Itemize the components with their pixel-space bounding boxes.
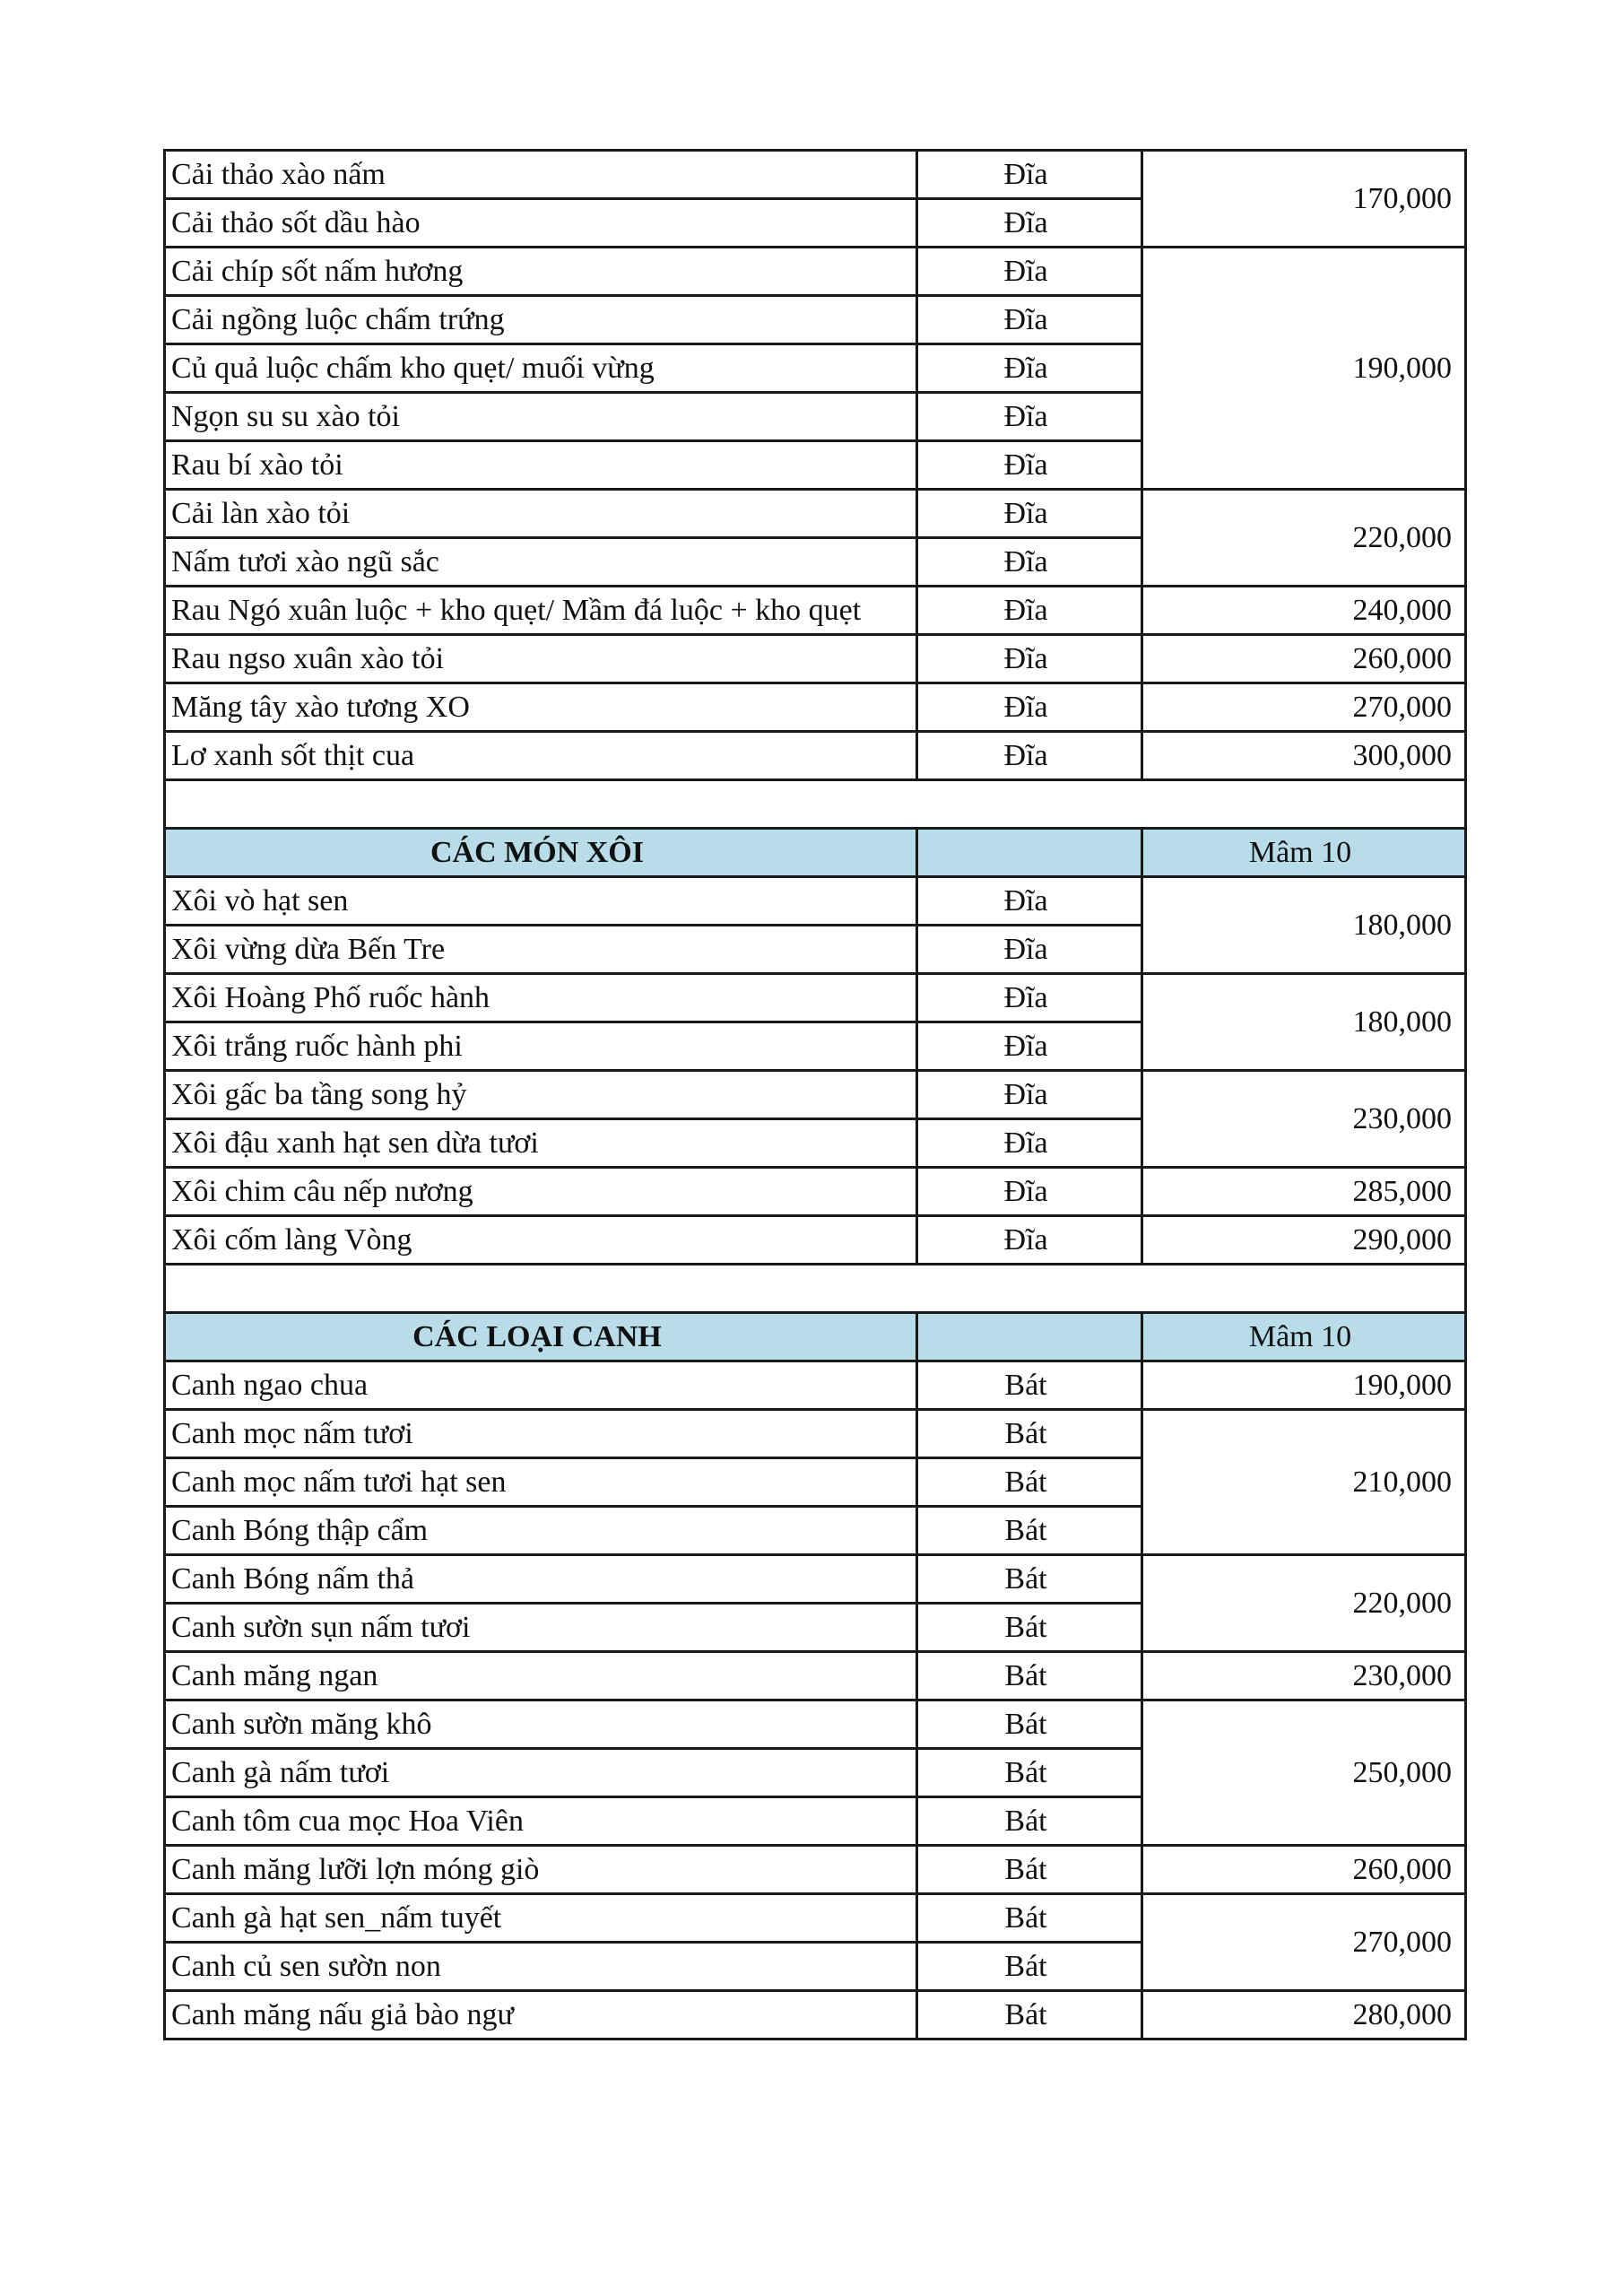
dish-price: 240,000 [1142,587,1466,635]
dish-unit: Đĩa [917,683,1142,732]
dish-name: Canh sườn măng khô [165,1700,917,1749]
dish-unit: Bát [917,1652,1142,1700]
dish-name: Canh mọc nấm tươi [165,1410,917,1458]
section-header-row [165,829,1466,877]
dish-price: 230,000 [1142,1071,1466,1168]
menu-item-row [165,1700,1466,1749]
dish-unit: Bát [917,1604,1142,1652]
dish-name: Cải thảo xào nấm [165,151,917,199]
dish-unit: Đĩa [917,296,1142,344]
menu-table-body [165,151,1466,2039]
dish-unit: Đĩa [917,1168,1142,1216]
menu-item-row [165,1216,1466,1265]
dish-name: Xôi đậu xanh hạt sen dừa tươi [165,1119,917,1168]
dish-name: Củ quả luộc chấm kho quẹt/ muối vừng [165,344,917,393]
dish-price: 260,000 [1142,635,1466,683]
menu-item-row [165,1410,1466,1458]
menu-price-table [163,149,1467,2040]
menu-item-row [165,732,1466,780]
dish-unit: Bát [917,1846,1142,1894]
dish-unit: Đĩa [917,393,1142,441]
dish-name: Xôi Hoàng Phố ruốc hành [165,974,917,1022]
dish-name: Măng tây xào tương XO [165,683,917,732]
dish-unit: Bát [917,1991,1142,2039]
section-header-row [165,1313,1466,1361]
menu-item-row [165,587,1466,635]
dish-unit: Đĩa [917,732,1142,780]
dish-unit: Bát [917,1507,1142,1555]
menu-item-row [165,1071,1466,1119]
menu-item-row [165,1846,1466,1894]
dish-unit: Đĩa [917,199,1142,248]
dish-name: Xôi vò hạt sen [165,877,917,926]
menu-item-row [165,1361,1466,1410]
dish-price: 180,000 [1142,877,1466,974]
dish-price: 220,000 [1142,490,1466,587]
dish-unit: Bát [917,1943,1142,1991]
dish-name: Canh măng nấu giả bào ngư [165,1991,917,2039]
dish-name: Canh ngao chua [165,1361,917,1410]
dish-name: Xôi trắng ruốc hành phi [165,1022,917,1071]
section-unit-header [917,1313,1142,1361]
dish-name: Xôi gấc ba tầng song hỷ [165,1071,917,1119]
dish-name: Canh Bóng nấm thả [165,1555,917,1604]
dish-price: 260,000 [1142,1846,1466,1894]
menu-item-row [165,683,1466,732]
dish-unit: Đĩa [917,877,1142,926]
dish-price: 230,000 [1142,1652,1466,1700]
dish-name: Ngọn su su xào tỏi [165,393,917,441]
dish-name: Rau ngso xuân xào tỏi [165,635,917,683]
dish-name: Rau Ngó xuân luộc + kho quẹt/ Mầm đá luộc + kho quẹt [165,587,917,635]
menu-item-row [165,877,1466,926]
dish-name: Canh tôm cua mọc Hoa Viên [165,1797,917,1846]
dish-name: Xôi chim câu nếp nương [165,1168,917,1216]
dish-name: Cải làn xào tỏi [165,490,917,538]
dish-name: Xôi vừng dừa Bến Tre [165,926,917,974]
menu-item-row [165,1555,1466,1604]
dish-price: 270,000 [1142,683,1466,732]
dish-price: 270,000 [1142,1894,1466,1991]
section-title: CÁC MÓN XÔI [165,829,917,877]
section-price-header: Mâm 10 [1142,1313,1466,1361]
dish-unit: Đĩa [917,974,1142,1022]
dish-price: 220,000 [1142,1555,1466,1652]
dish-unit: Đĩa [917,441,1142,490]
dish-name: Canh măng lưỡi lợn móng giò [165,1846,917,1894]
dish-price: 190,000 [1142,248,1466,490]
spacer-cell [165,780,1466,829]
dish-price: 280,000 [1142,1991,1466,2039]
dish-name: Nấm tươi xào ngũ sắc [165,538,917,587]
dish-name: Canh sườn sụn nấm tươi [165,1604,917,1652]
section-spacer-row [165,1265,1466,1313]
dish-price: 190,000 [1142,1361,1466,1410]
dish-name: Canh gà hạt sen_nấm tuyết [165,1894,917,1943]
menu-item-row [165,1991,1466,2039]
menu-item-row [165,1652,1466,1700]
dish-unit: Đĩa [917,1216,1142,1265]
dish-unit: Đĩa [917,635,1142,683]
dish-unit: Bát [917,1555,1142,1604]
dish-unit: Bát [917,1361,1142,1410]
dish-name: Canh củ sen sườn non [165,1943,917,1991]
dish-name: Canh gà nấm tươi [165,1749,917,1797]
menu-item-row [165,248,1466,296]
menu-item-row [165,1168,1466,1216]
dish-unit: Đĩa [917,926,1142,974]
dish-unit: Bát [917,1797,1142,1846]
dish-unit: Đĩa [917,151,1142,199]
dish-name: Cải thảo sốt dầu hào [165,199,917,248]
dish-unit: Đĩa [917,1071,1142,1119]
section-unit-header [917,829,1142,877]
dish-name: Cải chíp sốt nấm hương [165,248,917,296]
spacer-cell [165,1265,1466,1313]
dish-unit: Đĩa [917,538,1142,587]
dish-unit: Đĩa [917,1119,1142,1168]
dish-name: Lơ xanh sốt thịt cua [165,732,917,780]
dish-unit: Đĩa [917,490,1142,538]
dish-price: 210,000 [1142,1410,1466,1555]
dish-price: 300,000 [1142,732,1466,780]
section-spacer-row [165,780,1466,829]
menu-item-row [165,151,1466,199]
dish-price: 250,000 [1142,1700,1466,1846]
dish-price: 290,000 [1142,1216,1466,1265]
dish-unit: Bát [917,1458,1142,1507]
section-title: CÁC LOẠI CANH [165,1313,917,1361]
section-price-header: Mâm 10 [1142,829,1466,877]
dish-name: Xôi cốm làng Vòng [165,1216,917,1265]
menu-item-row [165,974,1466,1022]
dish-price: 180,000 [1142,974,1466,1071]
dish-price: 170,000 [1142,151,1466,248]
dish-unit: Bát [917,1700,1142,1749]
dish-unit: Đĩa [917,344,1142,393]
dish-unit: Đĩa [917,1022,1142,1071]
dish-unit: Bát [917,1749,1142,1797]
dish-name: Canh măng ngan [165,1652,917,1700]
dish-unit: Bát [917,1410,1142,1458]
dish-name: Canh Bóng thập cẩm [165,1507,917,1555]
dish-name: Canh mọc nấm tươi hạt sen [165,1458,917,1507]
dish-unit: Đĩa [917,587,1142,635]
menu-item-row [165,1894,1466,1943]
menu-item-row [165,635,1466,683]
dish-unit: Đĩa [917,248,1142,296]
dish-name: Rau bí xào tỏi [165,441,917,490]
dish-price: 285,000 [1142,1168,1466,1216]
dish-unit: Bát [917,1894,1142,1943]
dish-name: Cải ngồng luộc chấm trứng [165,296,917,344]
menu-item-row [165,490,1466,538]
